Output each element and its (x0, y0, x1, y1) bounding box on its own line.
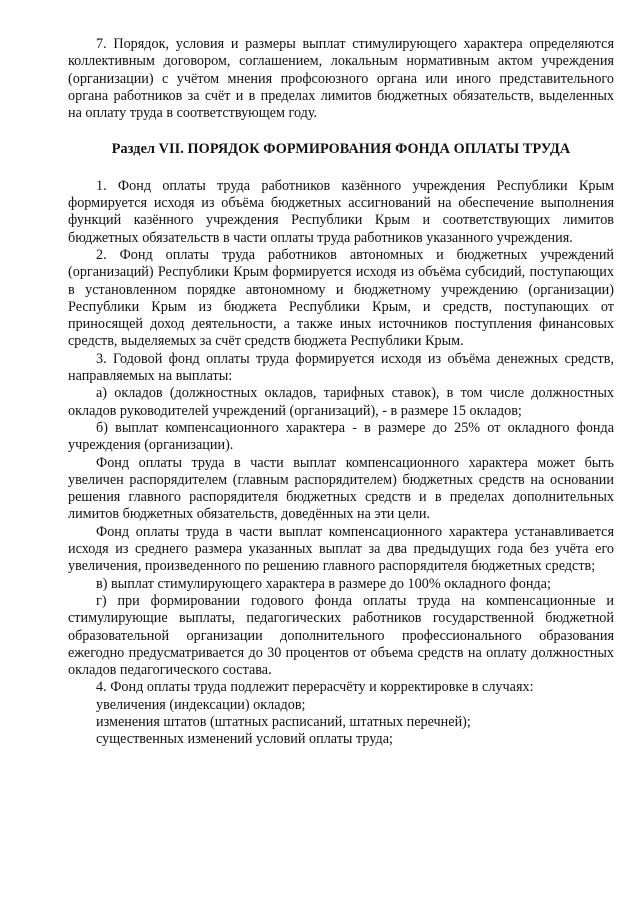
case-indexation: увеличения (индексации) окладов; (96, 696, 306, 713)
item-c-incentive: в) выплат стимулирующего характера в размере до 100% окладного фонда; (96, 575, 551, 592)
item-b-compensation: б) выплат компенсационного характера - в размере до 25% от окладного фонда учреждения (организации). (68, 419, 614, 454)
section-title: Раздел VII. ПОРЯДОК ФОРМИРОВАНИЯ ФОНДА ОПЛАТЫ ТРУДА (111, 141, 571, 158)
item-a-salaries: а) окладов (должностных окладов, тарифных ставок), в том числе должностных окладов руководителей учреждений (организаций), - в размере 15 окладов; (68, 385, 614, 419)
item-d-pedagogical: г) при формировании годового фонда оплаты труда на компенсационные и стимулирующие выплаты, педагогических работников государственной бюджетной образовательной организации дополнительного профессионального образования ежегодно предусматривается до 30 процентов от объема средств на оплату должностных окладов педагогического состава. (68, 592, 614, 679)
paragraph-4-recalculation: 4. Фонд оплаты труда подлежит перерасчёту и корректировке в случаях: (96, 679, 534, 696)
paragraph-compensation-calculation: Фонд оплаты труда в части выплат компенсационного характера устанавливается исходя из среднего размера указанных выплат за два предыдущих года без учёта его увеличения, произведенного по решению главного распорядителя бюджетных средств; (68, 523, 614, 575)
paragraph-7-incentive-payments: 7. Порядок, условия и размеры выплат стимулирующего характера определяются коллективным договором, соглашением, локальным нормативным актом учреждения (организации) с учётом мнения профсоюзного органа или иного представительного органа работников за счёт и в пределах лимитов бюджетных обязательств, выделенных на оплату труда в соответствующем году. (68, 36, 614, 122)
paragraph-compensation-increase: Фонд оплаты труда в части выплат компенсационного характера может быть увеличен распорядителем (главным распорядителем) бюджетных средств на основании решения главного распорядителя бюджетных средств и в пределах дополнительных лимитов бюджетных обязательств, доведённых на эти цели. (68, 454, 614, 523)
case-staff-changes: изменения штатов (штатных расписаний, штатных перечней); (96, 713, 471, 730)
paragraph-2-autonomous-budget-fund: 2. Фонд оплаты труда работников автономных и бюджетных учреждений (организаций) Республики Крым формируется исходя из объёма субсидий, поступающих в установленном порядке автономному и бюджетному учреждению (организации) Республики Крым из бюджета Республики Крым, и средств, поступающих от приносящей доход деятельности, а также иных источников поступления финансовых средств, выделяемых за счёт средств бюджета Республики Крым. (68, 246, 614, 350)
paragraph-1-state-institution-fund: 1. Фонд оплаты труда работников казённого учреждения Республики Крым формируется исходя из объёма бюджетных ассигнований на обеспечение выполнения функций казённого учреждения Республики Крым и соответствующих лимитов бюджетных обязательств в части оплаты труда работников указанного учреждения. (68, 177, 614, 246)
case-pay-conditions: существенных изменений условий оплаты труда; (96, 731, 393, 748)
paragraph-3-annual-fund: 3. Годовой фонд оплаты труда формируется исходя из объёма денежных средств, направляемых на выплаты: (68, 350, 614, 385)
